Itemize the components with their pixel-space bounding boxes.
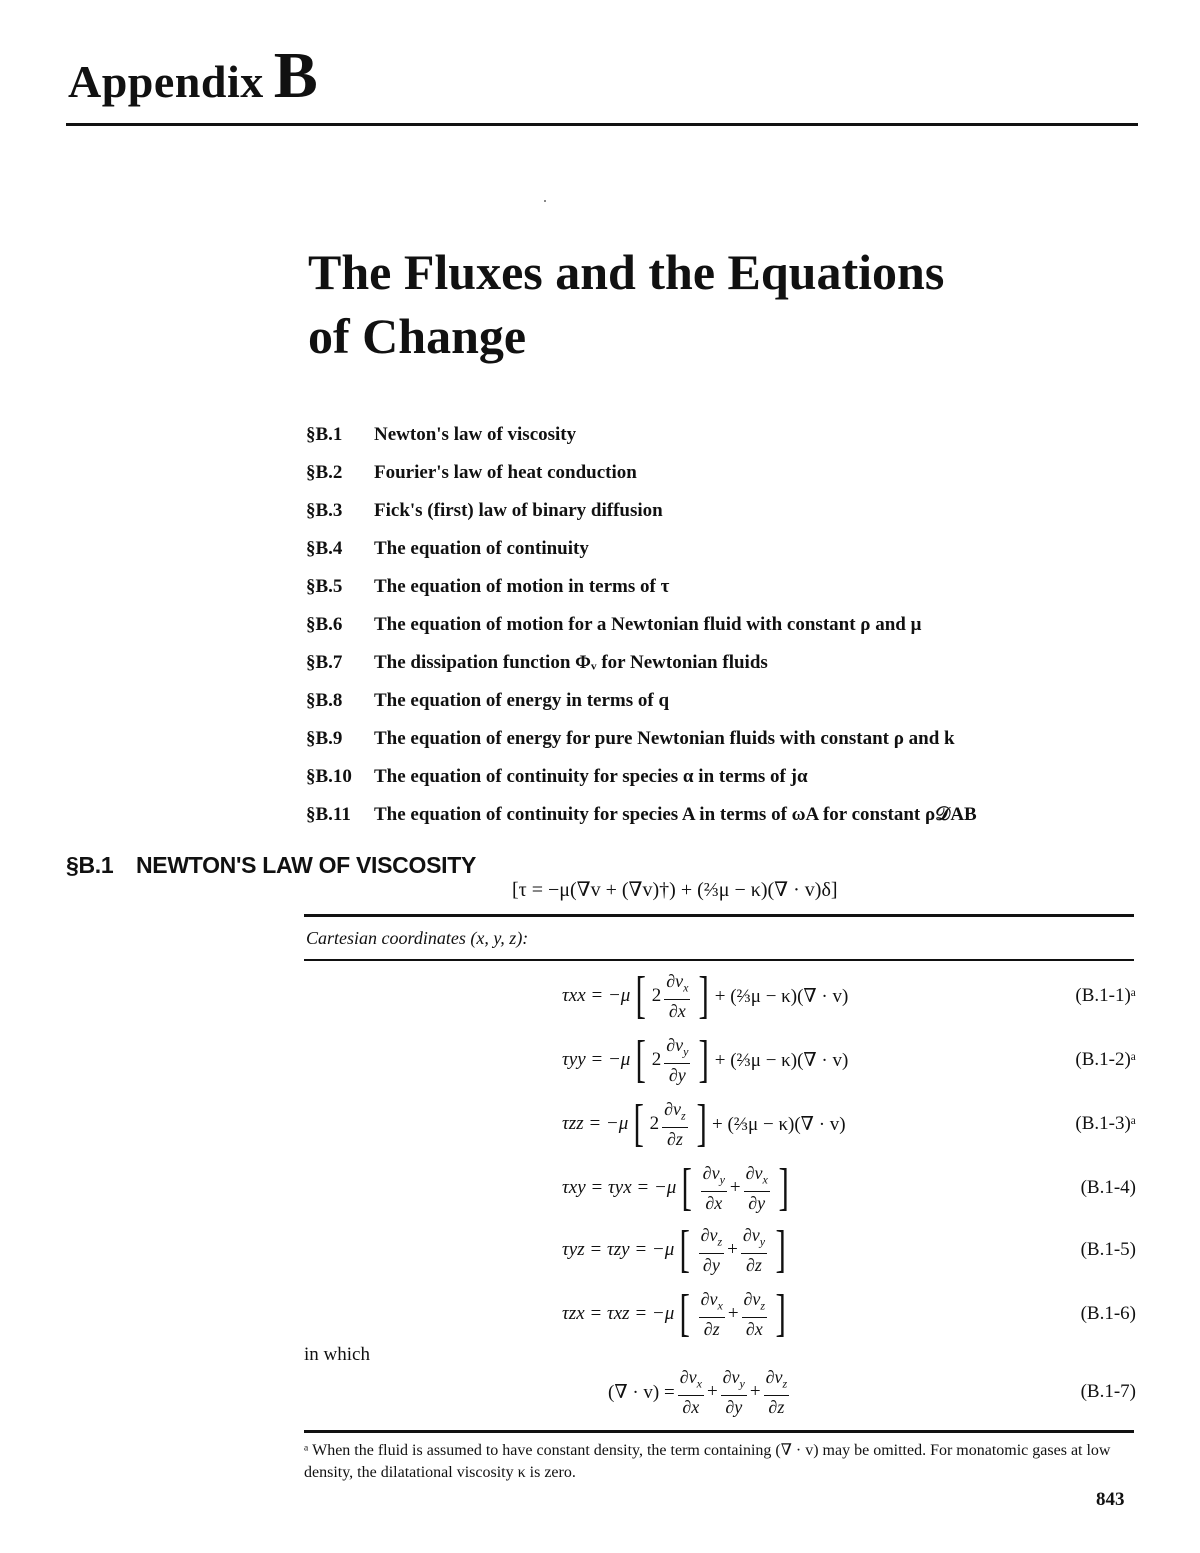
fraction: $\frac{\partial v_z}{\partial z}$ [664,1099,686,1149]
equation-number: (B.1-1)ᵃ [1075,985,1136,1006]
equation-row [500,1362,1136,1422]
toc-item-number: §B.10 [306,766,352,787]
table-bottom-rule [304,1430,1134,1433]
equation-body: τzx = τxz = −μ [ $\frac{\partial v_x}{\partial z}$ + $\frac{\partial v_z}{\partial x}$ ] [562,1285,786,1342]
equation-row [500,1220,1136,1280]
toc-item-title: The equation of motion in terms of τ [374,576,670,597]
fraction: $\frac{\partial v_z}{\partial x}$ [743,1289,766,1339]
equation-body: τxy = τyx = −μ [ $\frac{\partial v_y}{\partial x}$ + $\frac{\partial v_x}{\partial y}$ ] [562,1159,789,1216]
toc-item-number: §B.2 [306,462,343,483]
equation-number: (B.1-3)ᵃ [1075,1113,1136,1134]
equation-row [500,1284,1136,1344]
appendix-heading [68,38,318,114]
equation-lhs: τzz = −μ [562,1113,629,1134]
toc-item[interactable] [306,644,1136,682]
toc-item-number: §B.8 [306,690,343,711]
toc-item-number: §B.6 [306,614,343,635]
toc-item[interactable] [306,530,1136,568]
toc-item-title: The equation of energy for pure Newtonian fluids with constant ρ and k [374,728,955,749]
left-bracket: [ [635,967,647,1024]
toc-item-title: Fick's (first) law of binary diffusion [374,500,663,521]
equation-rhs: + (⅔μ − κ)(∇ · v) [714,1049,849,1071]
in-which-text: in which [304,1344,370,1365]
fraction: $\frac{\partial v_y}{\partial x}$ [702,1163,725,1213]
equation-rhs: + (⅔μ − κ)(∇ · v) [712,1113,846,1135]
fraction: $\frac{\partial v_x}{\partial x}$ [679,1367,702,1417]
equation-rhs: + (⅔μ − κ)(∇ · v) [714,985,849,1007]
chapter-title-line-1: The Fluxes and the Equations [308,244,945,300]
equation-number: (B.1-5) [1080,1239,1136,1260]
left-bracket: [ [679,1285,691,1342]
toc-item[interactable] [306,568,1136,606]
coordinate-system-label: Cartesian coordinates (x, y, z): [306,928,529,948]
toc-item-number: §B.1 [306,424,343,445]
table-top-rule [304,914,1134,917]
header-rule [66,123,1138,126]
equation-lhs: τxx = −μ [562,985,631,1006]
footnote: ᵃ When the fluid is assumed to have constant density, the term containing (∇ · v) may be omitted. For monatomic gases at low density, the dilatational viscosity κ is zero. [304,1442,1111,1481]
right-bracket: ] [775,1221,786,1278]
scan-artifact [544,200,546,202]
toc-item[interactable] [306,492,1136,530]
right-bracket: ] [775,1285,786,1342]
chapter-title [308,240,1108,368]
right-bracket: ] [698,967,710,1024]
fraction: $\frac{\partial v_y}{\partial y}$ [666,1035,689,1085]
toc-item-title: The equation of continuity [374,538,589,559]
toc-item[interactable] [306,758,1136,796]
toc-item-title: Fourier's law of heat conduction [374,462,637,483]
right-bracket: ] [698,1031,710,1088]
appendix-letter: B [273,39,318,112]
toc-item-title: Newton's law of viscosity [374,424,577,445]
equation-number: (B.1-7) [1080,1381,1136,1402]
equation-body: τyz = τzy = −μ [ $\frac{\partial v_z}{\partial y}$ + $\frac{\partial v_y}{\partial z}$ ] [562,1221,786,1278]
toc-item[interactable] [306,606,1136,644]
boxed-tensor-equation: [τ = −μ(∇v + (∇v)†) + (⅔μ − κ)(∇ · v)δ] [512,879,838,901]
toc-item[interactable] [306,720,1136,758]
equation-body: (∇ · v) = $\frac{\partial v_x}{\partial x}$ + $\frac{\partial v_y}{\partial y}$ + $\frac{\partial v_z}{\partial z}$ [608,1367,788,1417]
equation-body: τxx = −μ [ 2 $\frac{\partial v_x}{\partial x}$ ] + (⅔μ − κ)(∇ · v) [562,967,849,1024]
toc-item-number: §B.5 [306,576,343,597]
equation-body: τyy = −μ [ 2 $\frac{\partial v_y}{\partial y}$ ] + (⅔μ − κ)(∇ · v) [562,1031,849,1088]
chapter-title-line-2: of Change [308,308,527,364]
toc-item-title: The equation of motion for a Newtonian fluid with constant ρ and μ [374,614,922,635]
equation-row [500,1030,1136,1090]
equation-lhs: τyy = −μ [562,1049,631,1070]
toc-item-title: The equation of energy in terms of q [374,690,670,711]
section-title: NEWTON'S LAW OF VISCOSITY [136,852,477,878]
fraction: $\frac{\partial v_y}{\partial z}$ [742,1225,766,1275]
equation-number: (B.1-4) [1080,1177,1136,1198]
section-contents-list [306,416,1136,834]
left-bracket: [ [633,1095,645,1152]
toc-item-title: The equation of continuity for species α in terms of jα [374,766,808,787]
toc-item[interactable] [306,796,1136,834]
fraction: $\frac{\partial v_x}{\partial x}$ [666,971,689,1021]
left-bracket: [ [679,1221,691,1278]
fraction: $\frac{\partial v_z}{\partial y}$ [700,1225,723,1275]
table-header-rule [304,959,1134,961]
toc-item-number: §B.11 [306,804,351,825]
page-number: 843 [1096,1489,1125,1510]
equation-body: τzz = −μ [ 2 $\frac{\partial v_z}{\partial z}$ ] + (⅔μ − κ)(∇ · v) [562,1095,846,1152]
equation-number: (B.1-2)ᵃ [1075,1049,1136,1070]
toc-item-number: §B.3 [306,500,343,521]
toc-item-number: §B.4 [306,538,343,559]
fraction: $\frac{\partial v_y}{\partial y}$ [722,1367,745,1417]
toc-item[interactable] [306,682,1136,720]
equation-row [500,1094,1136,1154]
toc-item-number: §B.9 [306,728,343,749]
equation-lhs: τzx = τxz = −μ [562,1303,675,1324]
toc-item-number: §B.7 [306,652,343,673]
section-heading [66,852,476,879]
equation-number: (B.1-6) [1080,1303,1136,1324]
equation-lhs: τxy = τyx = −μ [562,1177,677,1198]
left-bracket: [ [681,1159,693,1216]
fraction: $\frac{\partial v_x}{\partial y}$ [745,1163,768,1213]
fraction: $\frac{\partial v_z}{\partial z}$ [765,1367,788,1417]
equation-row [500,966,1136,1026]
equation-lhs: τyz = τzy = −μ [562,1239,675,1260]
equation-row [500,1158,1136,1218]
toc-item-title: The equation of continuity for species A in terms of ωA for constant ρ𝒟AB [374,804,977,825]
fraction: $\frac{\partial v_x}{\partial z}$ [700,1289,723,1339]
section-number: §B.1 [66,852,114,878]
toc-item[interactable] [306,416,1136,454]
right-bracket: ] [696,1095,707,1152]
toc-item[interactable] [306,454,1136,492]
appendix-word: Appendix [68,56,264,107]
toc-item-title: The dissipation function Φᵥ for Newtonian fluids [374,652,768,673]
equation-lhs: (∇ · v) = [608,1381,675,1403]
left-bracket: [ [635,1031,647,1088]
right-bracket: ] [778,1159,789,1216]
